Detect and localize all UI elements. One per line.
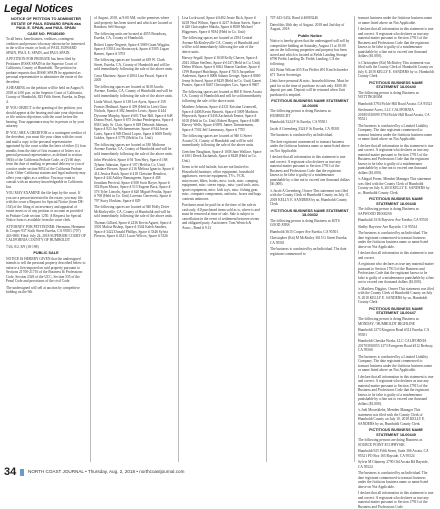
notice-paragraph: 7/26, 8/2, 8/9 (18-198) (6, 244, 39, 249)
notice-paragraph: A HEARING on the petition will be held on August 9, 2018 at 2:00 p.m. at the Superior Court of California, County of Humboldt, 825 Fifth Street, Eureka, in Dept. 4. (6, 86, 86, 104)
notice-paragraph: The following spaces are located at 940 Holly Drive McKinleyville, CA, County of Humboldt and will be sold immediately following the sale of the above units. (94, 205, 173, 218)
notice-heading: FICTITIOUS BUSINESS NAME STATEMENT 18-00447 (369, 306, 423, 316)
notice-paragraph: The following person is doing Business as MONDAY / HUMBOLDT HIGHLINE (358, 317, 419, 326)
notice-column-2 (94, 16, 174, 462)
notice-paragraph: To all heirs, beneficiaries, creditors, contingent creditors and persons who may otherwise be interested in the will or estate, or both, of PAUL EDWARD SPAIN, PAUL E. SPAIN, and PAUL SPAIN (6, 37, 85, 55)
notice-paragraph: Items to be sold include, but are not limited to: Household furniture, office equipment, household appliances, exercise equipment, TVs, VCR, microwave, bikes, books, misc. tools, misc. camping equipment, misc. stereo equip., misc. yard tools, misc. sports equipment, misc. kids toys, misc. fishing gear, misc. computer components, and misc. boxes and bags contents unknown. (182, 165, 261, 201)
notice-paragraph: /s Matthew Diggins, Owner This statement was filed with the County Clerk of Humboldt County on July 9, 2018 KELLY E. SANDERS by sn, Humboldt County Clerk (358, 286, 434, 305)
notice-paragraph: Humboldt 3615 Cooper Ave Eureka, CA 95501 (270, 229, 339, 234)
notice-paragraph: Robert Lopez-Negrete, Space # 5069 Grant Wiggins, Space # 5303 Lisa Skotarczyk, Space # 5505 Logan Barnes, Space # 5703 (94, 42, 171, 56)
notice-paragraph: Christopher (Kit) M McKinley 3615 G Street Eureka, CA 95501 (270, 236, 348, 245)
section-title: Legal Notices (4, 3, 73, 15)
notice-paragraph: of August, 2018, at 9:00 AM, on the premises where said property has been stored and which are located at Rainbow Self Storage. (94, 16, 172, 29)
notice-paragraph: /s Jodi Mosesklebe, Member Manager This statement was filed with the County Clerk of Humboldt County on July 10, 2018 KELLY E. SANDERS by sn, Humboldt County Clerk (358, 408, 426, 426)
notice-heading: CASE NO. PR180450 (27, 31, 65, 36)
notice-paragraph: Matthew Johnson, Space # 4331 Kristina Cromwell, Space # 4406 Kevin Hancett, Space # 5009 Madison Hepworth, Space # 5436 Zacheriah Emera, Space # 6105 (Held in Co. Unit) Robert Rogers, Space # 6480 Harvey Wells, Space # 6891 James Timmermann, Space # 7502 Jeff Lammassy, Space # 7705 (182, 105, 260, 132)
notice-paragraph: /s Jacob A Greenberg, Owner This statement was filed with the County Clerk of Humboldt County on July 11, 2018 KELLY E. SANDERS by sn, Humboldt County Clerk (270, 188, 350, 207)
notice-paragraph: I declare that all information in this statement is true and correct. A registrant who declares as true any material matter pursuant to Section 17913 of the Business and Professions Code that the registrant knows to be false is guilty of a misdemeanor punishable by a fine not to exceed one thousand dollars ($1,000). (358, 27, 434, 58)
notice-paragraph: Jacob A Greenberg 3324 F St Eureka, CA 95501 (270, 126, 340, 131)
notice-paragraph: Gretchen Naughton, Space # 1038 Jane Wallace, Space # 6101 Derek Zachariah, Space # 8428 (Held in Co. Unit) (182, 149, 262, 163)
notice-paragraph: The business is conducted by a Limited Liability Company. The date registrant commenced to transact business under the fictitious business name or name listed above on Not Applicable. (358, 354, 433, 373)
notice-paragraph: IF YOU OBJECT to the granting of the petition, you should appear at the hearing and state your objections or file written objections with the court before the hearing. Your appearance may be in person or by your attorney. (6, 106, 84, 129)
notice-paragraph: The date registrant commenced to transact business under the fictitious business name or name listed above on Not Applicable. (270, 139, 350, 153)
notice-paragraph: Humboldt Chestka Works, LLC CALIFORNIA 201703910053 1273 Evergreen Road #312 Redway, CA 95560 (358, 339, 434, 353)
notice-paragraph: Stechsome Acres, LLC CALIFORNIA 201803510099 3794 Fickle Hill Road Arcata, CA 95521 (358, 108, 430, 122)
notice-paragraph: A registrant who declares as true any material matter pursuant to Section 17913 of the Business and Professions Code that the registrant knows to be false is guilty of a misdemeanor punishable by a fine not to exceed one thousand dollars ($1,000). (358, 262, 434, 285)
notice-paragraph: YOU MAY EXAMINE the file kept by the court. If you are a person interested in the estate, you may file with the court a Request for Special Notice (form DE-154) of the filing of an inventory and appraisal of estate assets or of any petition or account as provided in Probate Code section 1250. A Request for Special Notice form is available from the court clerk. (6, 191, 84, 223)
notice-heading: FICTITIOUS BUSINESS NAME STATEMENT 18-00449 (369, 428, 423, 437)
notice-paragraph: transact business under the fictitious business name or name listed above on Not Applicable. (358, 16, 433, 25)
notice-paragraph: Sylvie M Chimeny 2790 Old Arcata Rd Bayside, CA 95524 (358, 460, 429, 469)
notice-paragraph: A PETITION FOR PROBATE has been filed by Petitioner JESSE SPAIN in the Superior Court of California, County of Humboldt. The petition for probate requests that JESSE SPAIN be appointed as personal representative to administer the estate of the decedent. (6, 57, 83, 84)
notice-paragraph: The following units are located at 4055 Broadway, Eureka, CA, County of Humboldt. (94, 31, 167, 40)
notice-paragraph: The following person is doing Business as SAPWOOD DESIGNS (358, 207, 419, 216)
notice-paragraph: The following person is doing Business as HUMBOLDT (270, 109, 331, 118)
column-divider (90, 16, 91, 462)
notice-paragraph: The business is conducted by an Individual. The date registrant commenced to transact business under the fictitious business name or name listed above on Not Applicable. (358, 231, 429, 249)
notice-paragraph: Dated this 26th day of August, 2018 and 2nd day of August, 2018 (270, 22, 345, 31)
column-divider (354, 16, 355, 462)
notice-paragraph: The business is conducted by an Individual. (270, 133, 333, 138)
notice-paragraph: I declare that all information in this statement is true and correct. A registrant who declares as true any material matter pursuant to Section 17913 of the Business and Professions Code that the registrant knows to be false is guilty of a misdemeanor punishable by a fine not to exceed one thousand dollars ($1,000). (270, 155, 350, 187)
notice-paragraph: I declare that all information in this statement is true and correct. A registrant who declares as true any material matter pursuant to Section 17913 of the Business and Professions Code that the registrant knows to be false is guilty of a misdemeanor punishable by a fine not to exceed one thousand dollars ($1,000). (358, 143, 434, 175)
notice-paragraph: The following spaces are located at 3618 Jacobs Avenue, Eureka, CA, County of Humboldt and will be sold immediately following the sale of the above units. (94, 84, 173, 98)
notice-heading: FICTITIOUS BUSINESS NAME STATEMENT 18-00406 (271, 99, 349, 108)
notice-paragraph: ATTORNEY FOR PETITIONER: Hermann, Hermann & Cooper 937 Sixth Street Eureka, CA 95501 (707) 443-6981 Filed: July 24, 2018 SUPERIOR COURT OF CALIFORNIA COUNTY OF HUMBOLDT (6, 224, 86, 243)
notice-paragraph: The following spaces are located at 639 W. Clark Street, Eureka, CA, County of Humboldt and will be sold immediately following the sale of the above units. (94, 58, 173, 71)
notice-paragraph: /s Abigail Porter, Member Manager This statement was filed with the County Clerk of Humboldt County on July 6, 2018 KELLY E. SANDERS by sc, Humboldt County Clerk (358, 177, 431, 195)
notice-paragraph: The business is conducted by a Limited Liability Company. The date registrant commenced to transact business under the fictitious business name or name listed above on Not Applicable. (358, 123, 433, 142)
notice-paragraph: Notice is hereby given that the undersigned will sell by competitive bidding on Saturday, August 11 at 10:00 am on the following properties and property has been stored and which is located at Fields Landing Storage 6790 Fields Landing Dr. Fields Landing, CA the following: (270, 39, 350, 66)
notice-column-5 (358, 16, 434, 509)
notice-heading: NOTICE OF PETITION TO ADMINISTER ESTATE OF PAUL EDWARD SPAIN aka PAUL E. SPAIN, and PAUL SPAIN (10, 17, 82, 31)
notice-paragraph: The following spaces are located at 180 Midtown Avenue Eureka, CA, County of Humboldt and will be sold immediately following the sale of the above units. (94, 142, 173, 156)
notice-paragraph: Cassi Martinez, Space # 2004 Lisa Pascal, Space # 2405 (94, 73, 168, 82)
notice-paragraph: Harvey Segall, Space # 1638 Kelly Chavez, Space # 2041 Jillian Steffens, Space # 6147 (Held in Co. Unit) Debra Wilson, Space # 6362 Sharon Gardner, Space # 1199 Racquel Hutchings, Space # 7015 Jacqueline Anderson, Space # 8006 Sahara George, Space # 8060 Jenny Schwed, Space # 8429 (Held in Co. Unit) Garret Frazier, Space # 8467 Christopher Cox, Space # 9607 (182, 56, 262, 87)
publication-line: NORTH COAST JOURNAL • Thursday, Aug. 2, 2018 • northcoastjournal.com (28, 469, 185, 474)
notice-paragraph: The undersigned will sell at auction by competitive bidding on the 9th (6, 285, 80, 295)
notice-paragraph: The following spaces are located at 2394 Central Avenue McKinleyville CA, County of Humboldt and will be sold immediately following the sale of the above units. (182, 36, 259, 54)
notice-paragraph: Humboldt 3794 Fickle Hill Road Arcata, CA 95521 (358, 101, 433, 106)
notice-heading: FICTITIOUS BUSINESS NAME STATEMENT 18-00440 (369, 80, 423, 90)
notice-paragraph: Humboldt 1273 Kingston Road #312 Eureka, CA 95501 (358, 328, 429, 337)
notice-heading: FICTITIOUS BUSINESS NAME STATEMENT 18-00448 (369, 197, 423, 206)
notice-heading: Public Notice (297, 33, 323, 38)
notice-paragraph: The following spaces are located at 860 E Street Arcata CA, County of Humboldt and will be sold immediately following the sale of the above units. (182, 89, 262, 103)
notice-paragraph: Shelby Bayview Ave Bayside, CA 95524 (358, 224, 418, 229)
notice-heading: FICTITIOUS BUSINESS NAME STATEMENT 18-00432 (271, 208, 349, 218)
notice-heading: PUBLIC SALE (33, 251, 59, 256)
notice-column-4 (270, 16, 350, 462)
notice-paragraph: I declare that all information in this statement is true and correct. (358, 251, 434, 260)
footer-accent-bar (20, 469, 24, 476)
notice-paragraph: Linda Wood, Space # 138 Lee Ayers, Space # 158 Francis Hedlund, Space # 359 (Held in Lien) Gina Nichols, Space # 382 Jennifer Lewis, Space # 444 Dyvonne Murphy, Space # 601 Thor Hill, Space # 648 Donna Pearl, Space # 675 Joshua Pendergrass, Space # 838 Cindy St. Clair, Space # 849 Deborah Johnson, Space # 923 Jay Wichenmeister, Space # 944 Jessie Cates, Space # 949 David Lopez, Space # 6069 Emily Goldes, Space # 5779 (Held in Co. Unit) (94, 100, 174, 140)
notice-paragraph: The following person is doing Business as NOTTINGHAM (358, 90, 419, 100)
notice-paragraph: John Weschlett, Space # 94 Tom Shry, Space # 168 Tyhane Johnston, Space # 197 (Held in Co. Unit) Candace Bowen, Space # 216 Melissa Ignacio, Space # 414 Jessica Bush, Space # 418 Christine Beaulieu, Space # 444 Ashley Ramasgreen, Space # 458 Jonathan Percival, Space # 508 Scott Boyer, Space # 502 Ryan Moore, Space # 513 Eugene Baca, Space # 576 Tyler Lincoln, Space # 620 Miguel Peralta, Space # 768 (Held in Co. Unit) Lorenzo Gerrevetti, Space # 797 Stacy Hoskins, Space # 829 (94, 158, 174, 203)
notice-paragraph: Units have personal & misc. household items. Must be paid for at the time of purchase in cash only. $100.00 deposit per unit. Deposit will be returned when Unit purchased is emptied. (270, 79, 349, 97)
page-footer (4, 466, 436, 478)
notice-paragraph: #41 Brian Wilson #55 Eva Pfeffer #91 Kim Schroeder #71 Travis Sovereign (270, 68, 348, 77)
column-divider (178, 16, 179, 462)
notice-paragraph: I declare that all information in this statement is true and correct. A registrant who declares as true any material matter pursuant to Section 17913 of the Business and Professions Code (358, 491, 434, 509)
notice-paragraph: The business is conducted by an Individual. The date registrant commenced to (270, 247, 347, 256)
notice-paragraph: The following person is doing Business as KITS GOOD JOBS (270, 218, 340, 228)
notice-paragraph: NOTICE IS HEREBY GIVEN that the undersigned intends to sell the personal property described below to enforce a lien imposed on said property pursuant to Sections 21700-21716 of the Business & Professions Code, Section 2328 of the UCC, Section 535 of the Penal Code and provisions of the civil Code. (6, 256, 86, 284)
page-number: 34 (4, 466, 17, 478)
notice-paragraph: I declare that all information in this statement is true and correct. A registrant who declares as true any material matter pursuant to Section 17913 of the Business and Professions Code that the registrant knows to be false is guilty of a misdemeanor punishable by a fine not to exceed one thousand dollars ($1,000). (358, 374, 434, 406)
notice-paragraph: 707-443-3432, Bond # 40083246 (270, 16, 318, 20)
notice-paragraph: Humboldt 3316 Bayview Ave Eureka, CA 95501 (358, 218, 429, 223)
notice-paragraph: Thomas Gillard, Space # 2236 Kevin Aguert, Space # 3303 Malcia Bishop, Space # 3344 Kaleb Sanders, Space # 3422 Donald Phillips, Space # 3346 Sylvia Pierson, Space # 4321 Lucas Wilcox, Space # 5326 (94, 220, 172, 238)
notice-paragraph: /s Christopher (Kit) McKinley This statement was filed with the County Clerk of Humboldt County on July 6, 2018 KELLY E. SANDERS by sc, Humboldt County Clerk (358, 60, 434, 78)
section-header (4, 2, 144, 16)
column-divider (266, 16, 267, 462)
notice-paragraph: Humboldt 3324 F St Eureka, CA 95501 (270, 120, 328, 125)
notice-paragraph: Lisa Lockwood, Space # 6402 Jessie Rich, Space # 6218 Neal Wilson, Space # 4217 Ashton Sarvis, Space # 420 Christopher Shkola, Space # 8038 Michael Higgenses, Space # 9184 (Held in Co. Unit) (182, 16, 261, 34)
notice-column-1 (6, 16, 86, 462)
notice-column-3 (182, 16, 262, 462)
notice-paragraph: Purchases must be paid for at the time of the sale in cash only. All purchased items sold as is, where is and must be removed at time of sale. Sale is subject to cancellation in the event of settlement between owner and obligated party. Auctioneer: Tom Weirich & Assoc., Bond # 9.13 (182, 203, 260, 230)
notice-paragraph: The following spaces are located at 940 G Street Arcata CA, County of Humboldt and will be sold immediately following the sale of the above units. (182, 134, 255, 147)
notice-paragraph: The business is conducted by an Individual. The date registrant commenced to transact business under the fictitious business name or name listed above on Not Applicable. (358, 471, 429, 489)
notice-paragraph: The following persons are doing Business as SOURCE POINT ECOPHYSIK (358, 438, 423, 447)
notice-paragraph: IF YOU ARE A CREDITOR or a contingent creditor of the decedent, you must file your claim with the court and mail a copy to the personal representative appointed by the court within the later of either (1) four months from the date of first issuance of letters to a general personal representative, as defined in section 58(b) of the California Probate Code, or (2) 60 days from the date of mailing or personal delivery to you of a notice under section 9052 of the California Probate Code. Other California statutes and legal authority may affect your rights as a creditor. You may want to consult with an attorney knowledgeable in California law. (6, 130, 86, 189)
notice-paragraph: Humboldt 925 Fifth Street, Suite 306 Arcata, CA 95521 PO Box 165 Bayside, CA 95524 (358, 449, 429, 458)
